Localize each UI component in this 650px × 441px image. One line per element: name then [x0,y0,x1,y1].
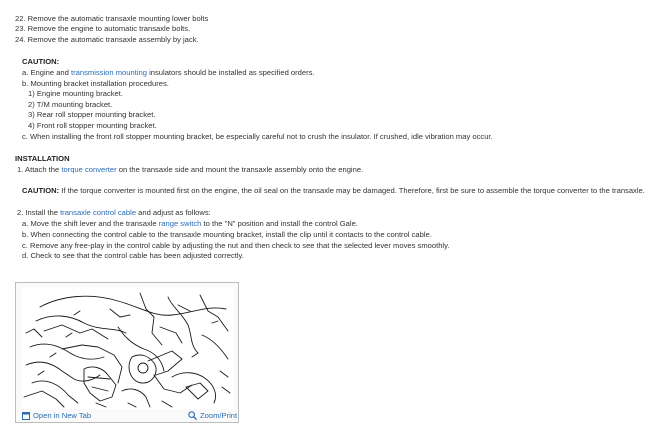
caution-item-a-prefix: a. Engine and [22,68,71,77]
install-step-1-prefix: 1. Attach the [17,165,62,174]
install-step-2 [17,208,211,218]
bracket-item-3: 3) Rear roll stopper mounting bracket. [28,110,156,119]
install-step-2d: d. Check to see that the control cable has been adjusted correctly. [22,251,244,260]
install-step-2-prefix: 2. Install the [17,208,61,217]
range-switch-link[interactable]: range switch [158,219,202,228]
install-caution-label: CAUTION: [22,186,60,195]
install-step-2b: b. When connecting the control cable to the transaxle mounting bracket, install the clip until it contacts to the control cable. [22,230,432,239]
caution-item-a [22,68,315,78]
zoom-print-button[interactable] [188,411,237,420]
install-caution-text: If the torque converter is mounted first on the engine, the oil seal on the transaxle may be damaged. Therefore, first be sure to assemble the torque converter to the transaxle. [59,186,645,195]
caution-item-b: b. Mounting bracket installation procedures. [22,79,169,88]
step-23: 23. Remove the engine to automatic transaxle bolts. [15,24,191,33]
install-step-2a-prefix: a. Move the shift lever and the transaxle [22,219,159,228]
figure-box [15,282,239,423]
installation-heading-text: INSTALLATION [15,154,70,163]
bracket-item-2: 2) T/M mounting bracket. [28,100,113,109]
install-step-1 [17,165,363,175]
torque-converter-link[interactable]: torque converter [61,165,117,174]
install-step-1-suffix: on the transaxle side and mount the transaxle assembly onto the engine. [116,165,364,174]
step-22: 22. Remove the automatic transaxle mounting lower bolts [15,14,209,23]
install-step-2c: c. Remove any free-play in the control cable by adjusting the nut and then check to see that the selected lever moves smoothly. [22,241,450,250]
transaxle-diagram [22,287,234,409]
transaxle-control-cable-link[interactable]: transaxle control cable [60,208,137,217]
install-step-2a-suffix: to the "N" position and install the control Gale. [201,219,358,228]
caution-heading [22,57,59,67]
bracket-item-1: 1) Engine mounting bracket. [28,89,123,98]
install-step-2-suffix: and adjust as follows: [136,208,211,217]
installation-heading [15,154,70,164]
caution-item-a-suffix: insulators should be installed as specified orders. [146,68,315,77]
magnifier-icon [188,411,197,420]
open-in-new-tab-label: Open in New Tab [33,411,92,420]
install-caution [22,186,645,196]
step-24: 24. Remove the automatic transaxle assembly by jack. [15,35,199,44]
install-step-2a [22,219,358,229]
open-in-new-tab-icon [22,412,30,420]
caution-item-c: c. When installing the front roll stopper mounting bracket, be especially careful not to crush the insulator. If crushed, idle vibration may occur. [22,132,493,141]
open-in-new-tab-button[interactable] [22,411,91,420]
bracket-item-4: 4) Front roll stopper mounting bracket. [28,121,157,130]
zoom-print-label: Zoom/Print [200,411,238,420]
caution-heading-text: CAUTION: [22,57,60,66]
transmission-mounting-link[interactable]: transmission mounting [70,68,147,77]
